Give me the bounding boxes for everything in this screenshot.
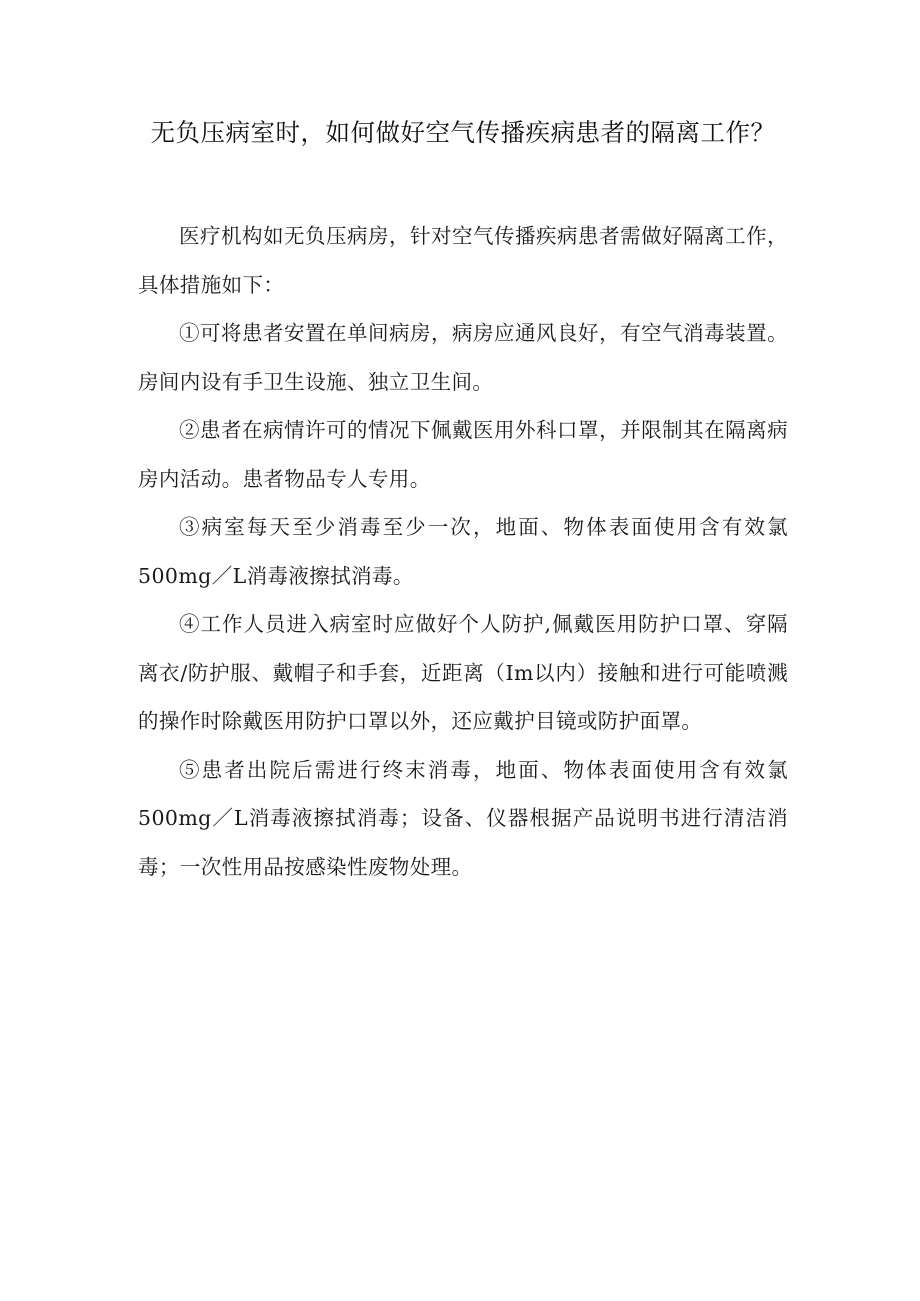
intro-paragraph: 医疗机构如无负压病房，针对空气传播疾病患者需做好隔离工作，具体措施如下：: [138, 224, 788, 297]
measure-item-4: ④工作人员进入病室时应做好个人防护,佩戴医用防护口罩、穿隔离衣/防护服、戴帽子和手套，近距离（Im以内）接触和进行可能喷溅的操作时除戴医用防护口罩以外，还应戴护目镜或防护面罩。: [138, 612, 788, 733]
document-body: [138, 212, 788, 891]
document-page: [138, 108, 788, 891]
measure-item-5: ⑤患者出院后需进行终末消毒，地面、物体表面使用含有效氯500mg／L消毒液擦拭消毒；设备、仪器根据产品说明书进行清洁消毒；一次性用品按感染性废物处理。: [138, 757, 788, 879]
measure-item-2: ②患者在病情许可的情况下佩戴医用外科口罩，并限制其在隔离病房内活动。患者物品专人专用。: [138, 418, 788, 491]
measure-item-3: ③病室每天至少消毒至少一次，地面、物体表面使用含有效氯500mg／L消毒液擦拭消毒。: [138, 515, 788, 588]
measure-item-1: ①可将患者安置在单间病房，病房应通风良好，有空气消毒装置。房间内设有手卫生设施、独立卫生间。: [138, 321, 788, 394]
document-title: 无负压病室时，如何做好空气传播疾病患者的隔离工作？: [150, 118, 776, 147]
